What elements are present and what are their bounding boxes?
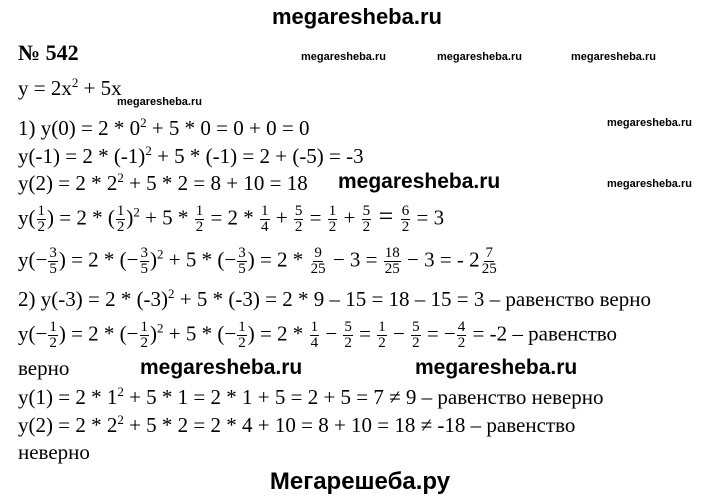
watermark: megaresheba.ru: [415, 356, 578, 379]
watermark: megaresheba.ru: [607, 117, 692, 129]
function-definition: $y = 2x^2 + 5x$: [18, 75, 122, 100]
line-y2-second: $y(2) = 2 * 2^2 + 5 * 2 = 2 * 4 + 10 = 8 + 10 = 18 \ne -18$ – равенство: [18, 412, 576, 437]
watermark: megaresheba.ru: [571, 51, 656, 63]
watermark: megaresheba.ru: [437, 51, 522, 63]
watermark: megaresheba.ru: [607, 178, 692, 190]
watermark: megaresheba.ru: [140, 356, 303, 379]
watermark: megaresheba.ru: [117, 96, 202, 108]
header-watermark: megaresheba.ru: [272, 4, 442, 29]
line-y0: 1) $y(0) = 2 * 0^2 + 5 * 0 = 0 + 0 = 0$: [18, 115, 310, 140]
line-y1: $y(1) = 2 * 1^2 + 5 * 1 = 2 * 1 + 5 = 2 + 5 = 7 \ne 9$ – равенство неверно: [18, 384, 604, 409]
line-neverno: неверно: [18, 440, 90, 464]
line-y-neg3: 2) $y(-3) = 2 * (-3)^2 + 5 * (-3) = 2 * 9 - 15 = 18 - 15 = 3$ – равенство верно: [18, 286, 651, 311]
line-y-neg-half: y(− $\frac{1}{2}$ ) = 2 * (− $\frac{1}{2}$ )$^2$ + 5 * (− $\frac{1}{2}$ ) = 2 * $\frac{1}{4}$ − $\frac{5}{2}$ = $\frac{1}{2}$ − $\frac{5}{2}$ = − $\frac{4}{2}$ = -2 – равенство: [18, 319, 618, 351]
problem-number: № 542: [18, 40, 79, 65]
line-y-neg-three-fifths: y(− $\frac{3}{5}$ ) = 2 * (− $\frac{3}{5}$ )$^2$ + 5 * (− $\frac{3}{5}$ ) = 2 * $\frac{9}{25}$ − 3 = $\frac{18}{25}$ − 3 = - 2 $\frac{7}{25}$: [18, 245, 497, 277]
line-verno: верно: [18, 356, 70, 380]
line-y-neg1: $y(-1) = 2 * (-1)^2 + 5 * (-1) = 2 + (-5) = -3$: [18, 143, 364, 168]
watermark: megaresheba.ru: [338, 170, 501, 193]
line-y2: $y(2) = 2 * 2^2 + 5 * 2 = 8 + 10 = 18$: [18, 170, 308, 195]
line-y-half: y( $\frac{1}{2}$ ) = 2 * ( $\frac{1}{2}$ )$^2$ + 5 * $\frac{1}{2}$ = 2 * $\frac{1}{4}$ + $\frac{5}{2}$ = $\frac{1}{2}$ + $\frac{5}{2}$ = $\frac{6}{2}$ = 3: [18, 201, 445, 235]
watermark: megaresheba.ru: [301, 51, 386, 63]
footer-watermark: Мегарешеба.ру: [269, 468, 451, 495]
